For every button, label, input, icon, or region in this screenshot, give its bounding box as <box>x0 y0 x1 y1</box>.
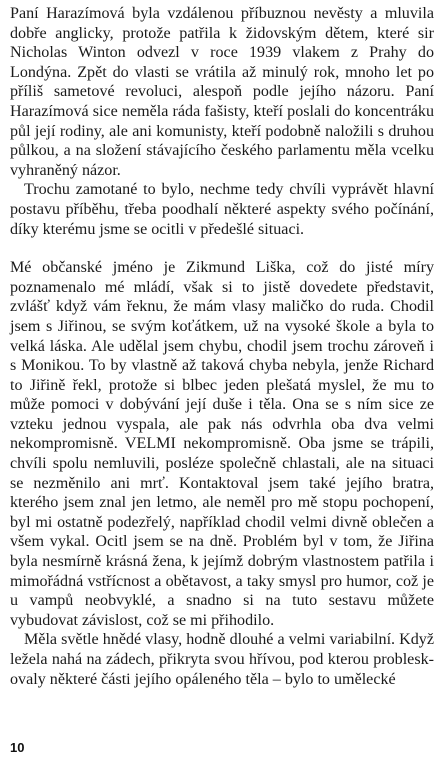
paragraph-harazimova: Paní Harazímová byla vzdálenou příbuznou nevěsty a mluvila dobře anglicky, protože patřila k židovským dětem, které sir Nicholas Winton odvezl v roce 1939 vlakem z Prahy do Londýna. Zpět do vlasti se vrátila až minulý rok, mnoho let po příliš sametové revoluci, alespoň podle jejího názoru. Paní Harazímová sice neměla ráda fašisty, kteří poslali do koncentráku půl její rodiny, ale ani komunisty, kteří podobně naložili s druhou půlkou, a na složení stávajícího českého parlamentu měla vcelku vyhraněný názor. <box>10 5 434 179</box>
paragraph-transition: Trochu zamotané to bylo, nechme tedy chvíli vyprávět hlavní postavu příběhu, třeba poodhalí některé aspekty svého počínání, díky kterému jsme se ocitli v předešlé situaci. <box>10 181 434 238</box>
paragraph-hair: Měla světle hnědé vlasy, hodně dlouhé a velmi variabilní. Když ležela nahá na zádech, přikryta svou hřívou, pod kterou probleskovaly některé části jejího opáleného těla – bylo to umělecké <box>10 631 434 688</box>
paragraph-narrator: Mé občanské jméno je Zikmund Liška, což do jisté míry poznamenalo mé mládí, však si to jistě dovedete představit, zvlášť když vám řeknu, že mám vlasy maličko do ruda. Chodil jsem s Jiřinou, se svým koťátkem, už na vysoké škole a byla to velká láska. Ale udělal jsem chybu, chodil jsem trochu zároveň i s Monikou. To by vlastně až taková chyba nebyla, jenže Richard to Jiřině řekl, protože si blbec jeden plešatá myslel, že mu to může pomoci v dobývání její duše i těla. Ona se s ním sice ze vzteku jednou vyspala, ale pak nás odvrhla oba dva velmi nekompromisně. VELMI nekompromisně. Oba jsme se trápili, chvíli spolu nemluvili, posléze společně chlastali, ale na situaci se nezměnilo ani mrť. Kontaktoval jsem také jejího bratra, kterého jsem znal jen letmo, ale neměl pro mě stopu pochopení, byl mi ostatně podezřelý, například chodil velmi divně oblečen a všem vykal. Ocitl jsem se na dně. Problém byl v tom, že Jiřina byla nesmírně krásná žena, k jejímž dobrým vlastnostem patřila i mimořádná vstřícnost a obětavost, a taky smysl pro humor, což je u vampů neobvyklé, a snadno si na tuto sestavu můžete vybudovat závislost, což se mi přihodilo. <box>10 259 434 629</box>
page-number: 10 <box>10 740 25 755</box>
section-break <box>10 239 434 258</box>
